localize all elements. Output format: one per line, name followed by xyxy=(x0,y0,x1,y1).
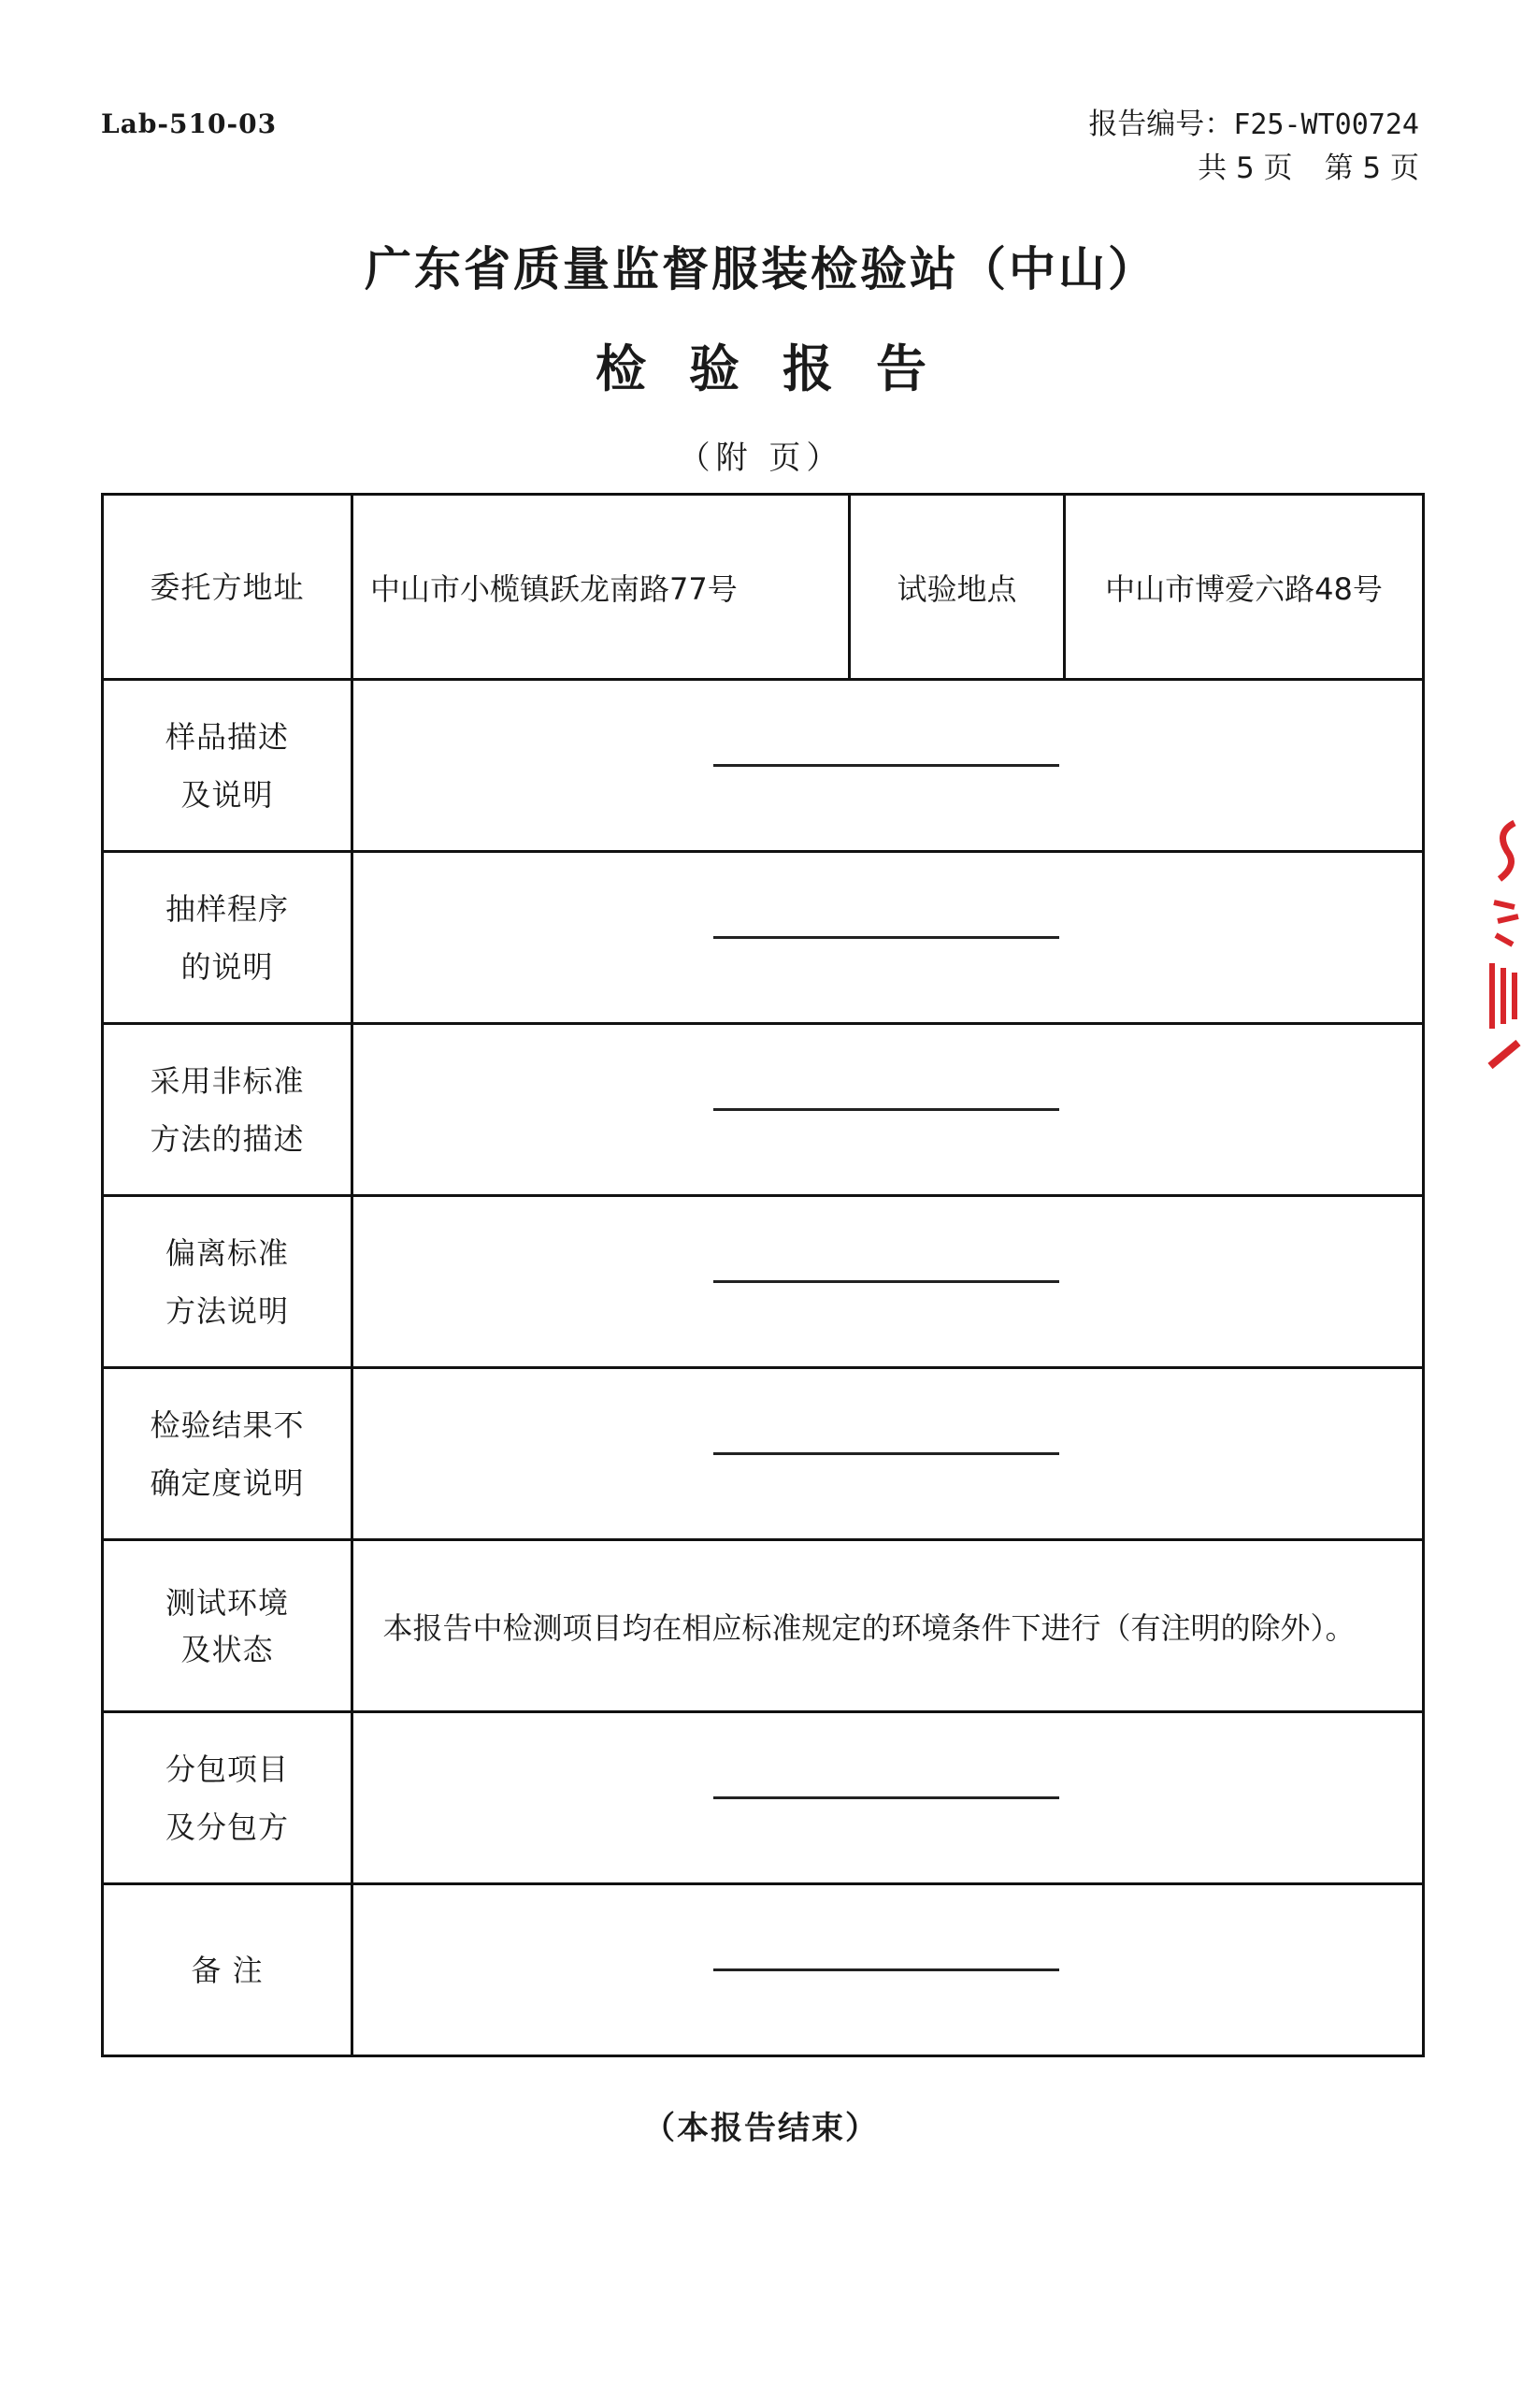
row-label-line: 样品描述 xyxy=(165,718,289,755)
row-content xyxy=(352,1024,1424,1196)
empty-dash-line xyxy=(713,1280,1059,1283)
seal-edge-graphic xyxy=(1486,814,1522,1075)
row-label-line: 确定度说明 xyxy=(150,1464,305,1501)
empty-dash-line xyxy=(713,1968,1059,1971)
empty-dash-line xyxy=(713,1108,1059,1111)
row-label-line: 采用非标准 xyxy=(150,1062,305,1099)
report-number-label: 报告编号： xyxy=(1088,108,1234,141)
empty-dash-line xyxy=(713,936,1059,939)
row-label xyxy=(103,1540,352,1712)
table-row xyxy=(103,1196,1424,1368)
row-label-line: 测试环境 xyxy=(165,1584,289,1621)
environment-statement: 本报告中检测项目均在相应标准规定的环境条件下进行（有注明的除外）。 xyxy=(352,1540,1424,1712)
row-content xyxy=(352,1712,1424,1884)
row-content xyxy=(352,852,1424,1024)
appendix-subtitle: （附 页） xyxy=(678,440,844,477)
row-label xyxy=(103,1024,352,1196)
table-row xyxy=(103,1540,1424,1712)
row-label xyxy=(103,680,352,852)
organization-title: 广东省质量监督服装检验站（中山） xyxy=(365,242,1157,296)
row-label xyxy=(103,1884,352,2056)
row-label xyxy=(103,1712,352,1884)
report-end-note: （本报告结束） xyxy=(643,2110,879,2147)
row-label-line: 方法说明 xyxy=(165,1292,289,1329)
page-current: 第 5 页 xyxy=(1324,151,1419,185)
row-content xyxy=(352,680,1424,852)
report-number-line xyxy=(1088,103,1419,147)
report-appendix-table xyxy=(101,493,1425,2057)
page-count-line xyxy=(1088,147,1419,190)
row-label-line: 分包项目 xyxy=(165,1751,289,1787)
lab-code: Lab-510-03 xyxy=(101,108,278,139)
client-address-value: 中山市小榄镇跃龙南路77号 xyxy=(352,495,850,680)
row-label-line: 偏离标准 xyxy=(165,1234,289,1271)
table-row xyxy=(103,1368,1424,1540)
report-number-block xyxy=(1088,103,1419,190)
empty-dash-line xyxy=(713,1796,1059,1799)
row-label-line: 备 注 xyxy=(191,1952,264,1988)
row-label xyxy=(103,1196,352,1368)
row-label-line: 检验结果不 xyxy=(150,1406,305,1443)
row-label-line: 及状态 xyxy=(180,1631,274,1667)
table-row xyxy=(103,1024,1424,1196)
row-content xyxy=(352,1368,1424,1540)
document-title: 检验报告 xyxy=(596,339,969,398)
table-row xyxy=(103,852,1424,1024)
page-total: 共 5 页 xyxy=(1198,151,1293,185)
client-address-label: 委托方地址 xyxy=(103,495,352,680)
row-label xyxy=(103,1368,352,1540)
row-label-line: 及说明 xyxy=(180,776,274,813)
table-row xyxy=(103,1884,1424,2056)
table-row xyxy=(103,680,1424,852)
row-label-line: 的说明 xyxy=(180,948,274,985)
row-label-line: 及分包方 xyxy=(165,1809,289,1845)
table-row xyxy=(103,495,1424,680)
row-content xyxy=(352,1884,1424,2056)
row-content xyxy=(352,1196,1424,1368)
row-label-line: 抽样程序 xyxy=(165,890,289,927)
empty-dash-line xyxy=(713,1452,1059,1455)
test-site-label: 试验地点 xyxy=(850,495,1065,680)
row-label-line: 方法的描述 xyxy=(150,1120,305,1157)
row-label xyxy=(103,852,352,1024)
report-number-value: F25-WT00724 xyxy=(1233,108,1419,141)
red-seal-stamp-fragment xyxy=(1486,814,1522,1075)
empty-dash-line xyxy=(713,764,1059,767)
table-row xyxy=(103,1712,1424,1884)
test-site-value: 中山市博爱六路48号 xyxy=(1065,495,1424,680)
